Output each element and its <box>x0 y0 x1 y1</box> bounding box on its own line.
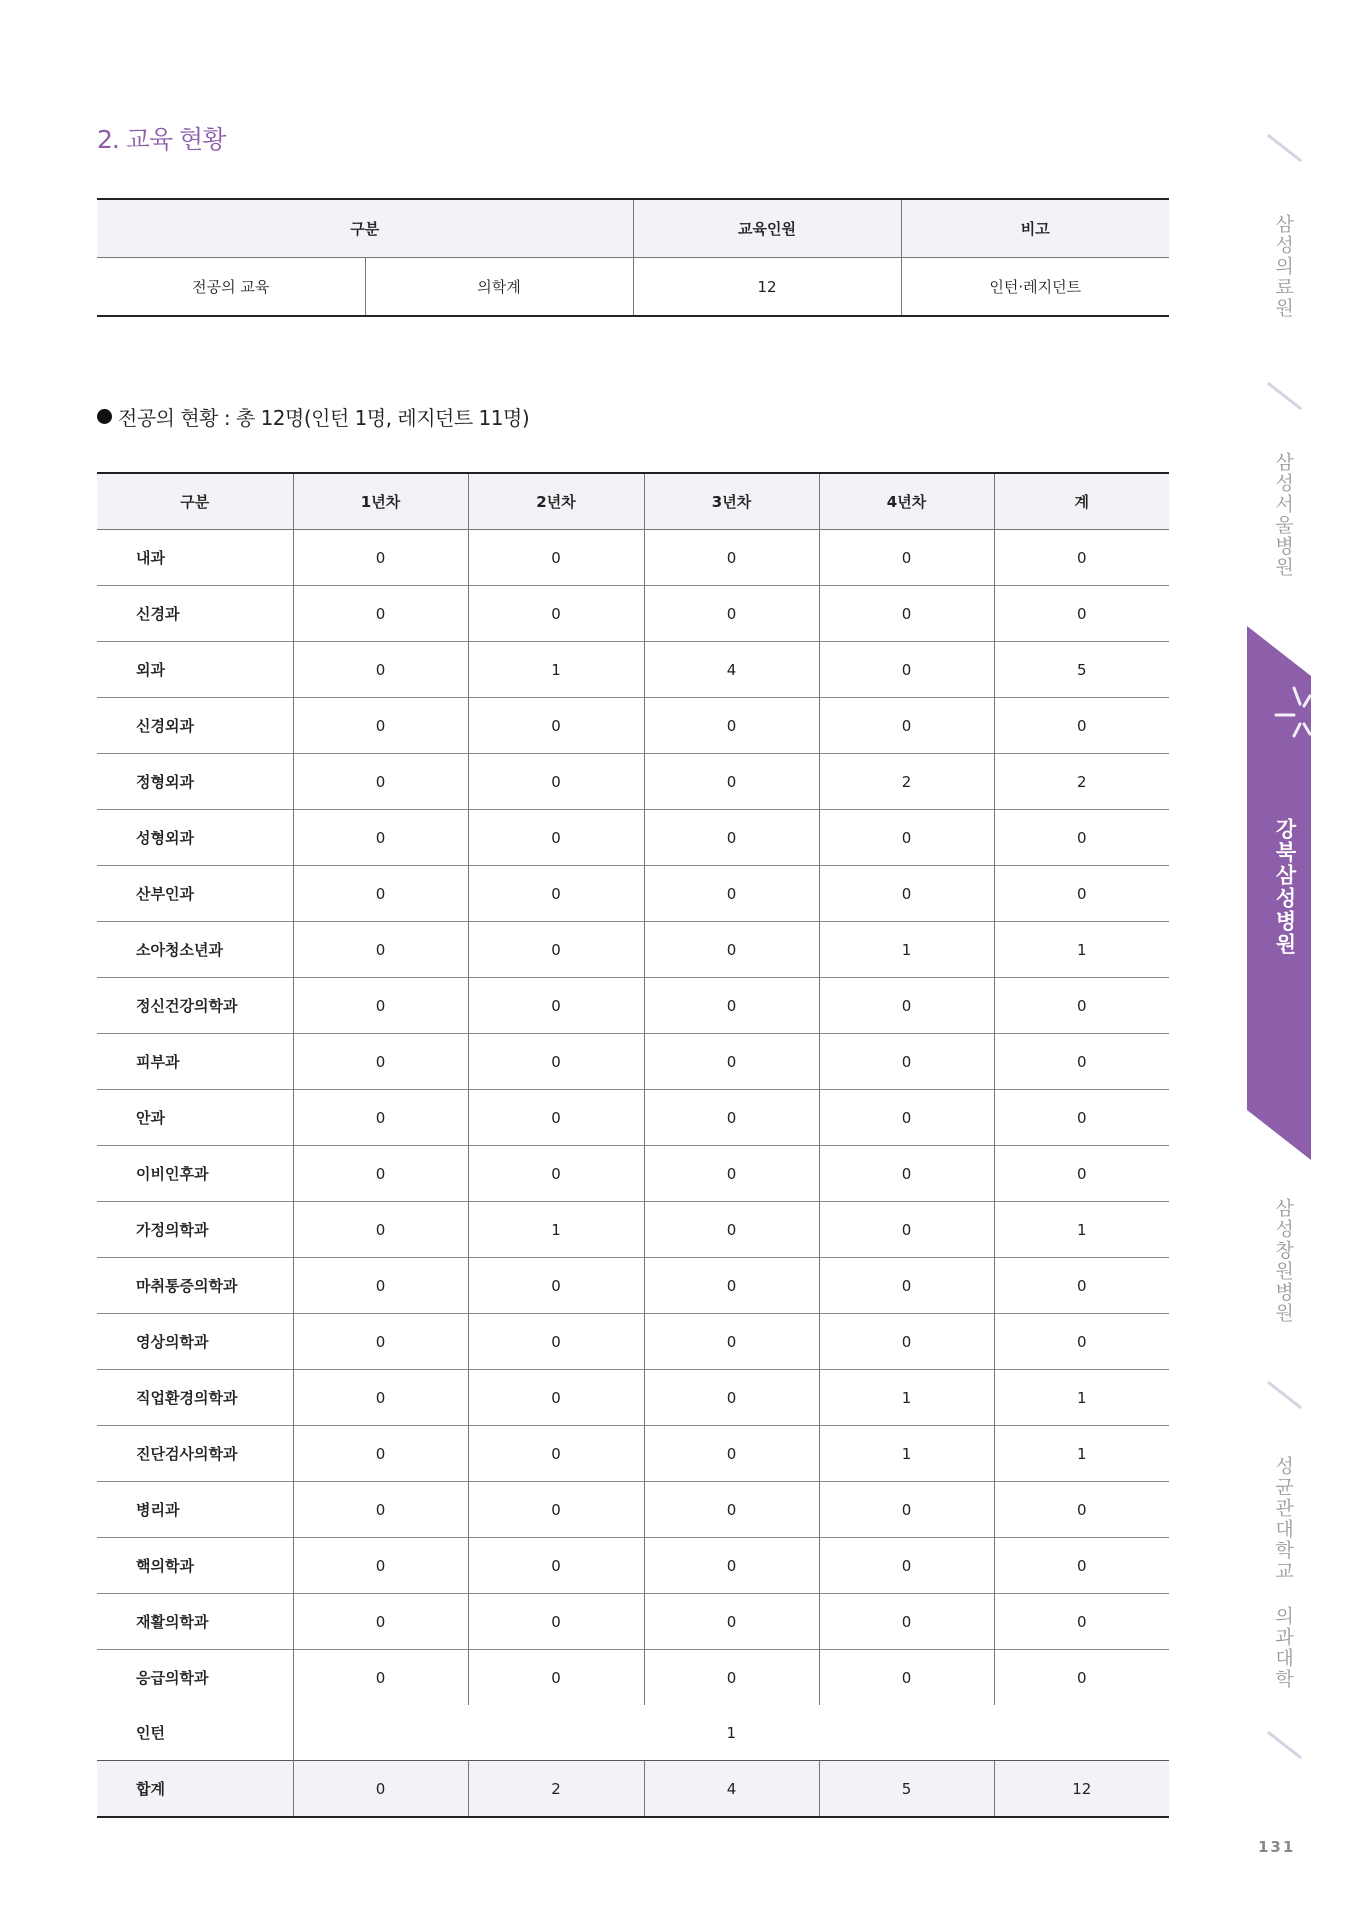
table-row <box>97 1426 1169 1482</box>
table-row <box>97 1146 1169 1202</box>
year-count-y1: 0 <box>293 1482 468 1538</box>
year-count-y4: 0 <box>819 978 994 1034</box>
table-row <box>97 866 1169 922</box>
table-row <box>97 1258 1169 1314</box>
section-title: 2. 교육 현황 <box>97 125 226 154</box>
year-count-y1: 0 <box>293 810 468 866</box>
year-count-y4: 1 <box>819 1426 994 1482</box>
row-total: 0 <box>994 1538 1169 1594</box>
summary-count: 12 <box>633 258 901 317</box>
total-year1: 0 <box>293 1761 468 1818</box>
year-count-y3: 0 <box>644 1202 819 1258</box>
table-row <box>97 754 1169 810</box>
year-count-y3: 0 <box>644 866 819 922</box>
department-name: 정신건강의학과 <box>97 978 293 1034</box>
row-total: 2 <box>994 754 1169 810</box>
divider-slash <box>1267 1381 1302 1409</box>
year-count-y1: 0 <box>293 1202 468 1258</box>
department-name: 내과 <box>136 549 165 567</box>
year-count-y3: 0 <box>644 1314 819 1370</box>
year-count-y4: 0 <box>819 1594 994 1650</box>
row-total: 0 <box>994 586 1169 642</box>
year-count-y1: 0 <box>293 1034 468 1090</box>
year-count-y1: 0 <box>293 1594 468 1650</box>
resident-status-text: 전공의 현황 : 총 12명(인턴 1명, 레지던트 11명) <box>118 406 530 430</box>
year-count-y4: 0 <box>819 1650 994 1706</box>
year-count-y3: 0 <box>644 586 819 642</box>
table-row <box>97 1650 1169 1706</box>
row-total: 0 <box>994 1314 1169 1370</box>
department-name: 안과 <box>97 1090 293 1146</box>
department-name: 소아청소년과 <box>97 922 293 978</box>
residents-table <box>97 472 1169 1818</box>
year-count-y2: 0 <box>468 1034 644 1090</box>
table-row <box>97 1034 1169 1090</box>
year-count-y2: 0 <box>468 754 644 810</box>
year-count-y3: 0 <box>644 810 819 866</box>
year-count-y3: 0 <box>644 754 819 810</box>
year-count-y4: 0 <box>819 866 994 922</box>
row-total: 1 <box>994 1426 1169 1482</box>
department-name: 응급의학과 <box>97 1650 293 1706</box>
year-count-y3: 0 <box>644 1034 819 1090</box>
year-count-y1: 0 <box>293 1090 468 1146</box>
year-count-y4: 1 <box>819 1370 994 1426</box>
table-row <box>97 1482 1169 1538</box>
year-count-y3: 0 <box>644 1258 819 1314</box>
year-count-y1: 0 <box>293 1426 468 1482</box>
year-count-y1: 0 <box>293 1314 468 1370</box>
year-count-y2: 0 <box>468 922 644 978</box>
department-name: 피부과 <box>97 1034 293 1090</box>
department-name: 성형외과 <box>97 810 293 866</box>
row-total: 0 <box>994 1090 1169 1146</box>
year-count-y3: 0 <box>644 1370 819 1426</box>
education-summary-table <box>97 198 1169 317</box>
total-year3: 4 <box>644 1761 819 1818</box>
year-count-y4: 2 <box>819 754 994 810</box>
summary-category: 전공의 교육 <box>192 278 270 296</box>
department-name: 직업환경의학과 <box>97 1370 293 1426</box>
row-total: 0 <box>994 698 1169 754</box>
table-row <box>97 642 1169 698</box>
side-nav-item-kangbuk-samsung-hospital[interactable]: 강북삼성병원 <box>1273 818 1297 956</box>
year-count-y4: 1 <box>819 922 994 978</box>
department-name: 재활의학과 <box>97 1594 293 1650</box>
table-row <box>97 1370 1169 1426</box>
year-count-y4: 0 <box>819 642 994 698</box>
row-total: 0 <box>994 530 1169 586</box>
department-name: 가정의학과 <box>97 1202 293 1258</box>
table-row <box>97 978 1169 1034</box>
divider-slash <box>1267 134 1302 162</box>
header-count: 교육인원 <box>633 199 901 258</box>
year-count-y1: 0 <box>293 1538 468 1594</box>
header-year2: 2년차 <box>468 473 644 530</box>
row-total: 0 <box>994 1146 1169 1202</box>
row-total: 0 <box>994 1034 1169 1090</box>
year-count-y3: 0 <box>644 1482 819 1538</box>
department-name: 이비인후과 <box>97 1146 293 1202</box>
department-name: 영상의학과 <box>97 1314 293 1370</box>
table-row <box>97 1202 1169 1258</box>
table-row <box>97 1314 1169 1370</box>
year-count-y4: 0 <box>819 1538 994 1594</box>
row-total: 0 <box>994 1594 1169 1650</box>
year-count-y4: 0 <box>819 530 994 586</box>
year-count-y3: 0 <box>644 530 819 586</box>
header-year4: 4년차 <box>819 473 994 530</box>
intern-value: 1 <box>293 1705 1169 1761</box>
year-count-y2: 0 <box>468 1426 644 1482</box>
divider-slash <box>1267 382 1302 410</box>
header-category: 구분 <box>97 473 293 530</box>
table-row <box>97 586 1169 642</box>
row-total: 0 <box>994 866 1169 922</box>
year-count-y4: 0 <box>819 1202 994 1258</box>
year-count-y4: 0 <box>819 1034 994 1090</box>
total-label: 합계 <box>97 1761 293 1818</box>
year-count-y4: 0 <box>819 1146 994 1202</box>
year-count-y1: 0 <box>293 1258 468 1314</box>
year-count-y1: 0 <box>293 1370 468 1426</box>
year-count-y2: 0 <box>468 1314 644 1370</box>
year-count-y2: 0 <box>468 1258 644 1314</box>
year-count-y2: 0 <box>468 1482 644 1538</box>
year-count-y3: 0 <box>644 1146 819 1202</box>
table-row <box>97 530 1169 586</box>
year-count-y1: 0 <box>293 754 468 810</box>
year-count-y1: 0 <box>293 586 468 642</box>
year-count-y3: 0 <box>644 978 819 1034</box>
row-total: 1 <box>994 1202 1169 1258</box>
department-name: 진단검사의학과 <box>97 1426 293 1482</box>
row-total: 0 <box>994 978 1169 1034</box>
year-count-y2: 0 <box>468 1538 644 1594</box>
department-name: 마취통증의학과 <box>97 1258 293 1314</box>
department-name: 신경과 <box>97 586 293 642</box>
year-count-y2: 0 <box>468 810 644 866</box>
year-count-y4: 0 <box>819 1090 994 1146</box>
resident-status-heading <box>97 402 529 431</box>
year-count-y3: 4 <box>644 642 819 698</box>
year-count-y3: 0 <box>644 1650 819 1706</box>
year-count-y3: 0 <box>644 1594 819 1650</box>
table-row <box>97 258 1169 317</box>
row-total: 0 <box>994 810 1169 866</box>
department-name: 산부인과 <box>97 866 293 922</box>
year-count-y4: 0 <box>819 1258 994 1314</box>
total-year2: 2 <box>468 1761 644 1818</box>
year-count-y4: 0 <box>819 586 994 642</box>
year-count-y1: 0 <box>293 530 468 586</box>
department-name: 병리과 <box>97 1482 293 1538</box>
table-row <box>97 922 1169 978</box>
year-count-y2: 0 <box>468 978 644 1034</box>
year-count-y1: 0 <box>293 642 468 698</box>
year-count-y3: 0 <box>644 922 819 978</box>
year-count-y1: 0 <box>293 866 468 922</box>
year-count-y3: 0 <box>644 698 819 754</box>
year-count-y2: 0 <box>468 530 644 586</box>
year-count-y4: 0 <box>819 810 994 866</box>
summary-field: 의학계 <box>365 258 633 317</box>
side-nav-item-skku-medicine[interactable]: 성균관대학교 의과대학 <box>1272 1456 1294 1690</box>
header-category: 구분 <box>97 199 633 258</box>
table-row <box>97 1090 1169 1146</box>
row-total: 1 <box>994 1370 1169 1426</box>
year-count-y3: 0 <box>644 1090 819 1146</box>
year-count-y2: 0 <box>468 586 644 642</box>
header-year1: 1년차 <box>293 473 468 530</box>
row-total: 5 <box>994 642 1169 698</box>
year-count-y2: 1 <box>468 1202 644 1258</box>
total-sum: 12 <box>994 1761 1169 1818</box>
department-name: 정형외과 <box>97 754 293 810</box>
intern-row <box>97 1705 1169 1761</box>
year-count-y3: 0 <box>644 1426 819 1482</box>
divider-slash <box>1267 1731 1302 1759</box>
table-row <box>97 1594 1169 1650</box>
year-count-y1: 0 <box>293 1146 468 1202</box>
side-nav-item-samsung-seoul-hospital[interactable]: 삼성서울병원 <box>1272 452 1294 578</box>
year-count-y1: 0 <box>293 698 468 754</box>
bullet-icon <box>97 409 112 424</box>
header-note: 비고 <box>901 199 1169 258</box>
header-total: 계 <box>994 473 1169 530</box>
side-nav-item-samsung-medical-center[interactable]: 삼성의료원 <box>1272 214 1294 319</box>
sparkle-icon <box>1268 684 1314 740</box>
department-name: 신경외과 <box>97 698 293 754</box>
table-row <box>97 810 1169 866</box>
year-count-y4: 0 <box>819 1314 994 1370</box>
year-count-y2: 0 <box>468 1370 644 1426</box>
year-count-y2: 0 <box>468 866 644 922</box>
department-name: 핵의학과 <box>97 1538 293 1594</box>
header-year3: 3년차 <box>644 473 819 530</box>
table-row <box>97 698 1169 754</box>
table-row <box>97 1538 1169 1594</box>
year-count-y2: 0 <box>468 1146 644 1202</box>
year-count-y2: 1 <box>468 642 644 698</box>
year-count-y4: 0 <box>819 1482 994 1538</box>
year-count-y1: 0 <box>293 1650 468 1706</box>
department-name: 외과 <box>97 642 293 698</box>
year-count-y3: 0 <box>644 1538 819 1594</box>
row-total: 1 <box>994 922 1169 978</box>
side-nav-item-samsung-changwon-hospital[interactable]: 삼성창원병원 <box>1272 1198 1294 1324</box>
summary-note: 인턴·레지던트 <box>901 258 1169 317</box>
year-count-y2: 0 <box>468 1650 644 1706</box>
row-total: 0 <box>994 1482 1169 1538</box>
year-count-y2: 0 <box>468 1594 644 1650</box>
row-total: 0 <box>994 1650 1169 1706</box>
row-total: 0 <box>994 1258 1169 1314</box>
page-number: 131 <box>1258 1838 1296 1856</box>
total-row <box>97 1761 1169 1818</box>
year-count-y2: 0 <box>468 698 644 754</box>
year-count-y4: 0 <box>819 698 994 754</box>
total-year4: 5 <box>819 1761 994 1818</box>
year-count-y1: 0 <box>293 978 468 1034</box>
year-count-y1: 0 <box>293 922 468 978</box>
year-count-y2: 0 <box>468 1090 644 1146</box>
intern-label: 인턴 <box>136 1724 165 1742</box>
